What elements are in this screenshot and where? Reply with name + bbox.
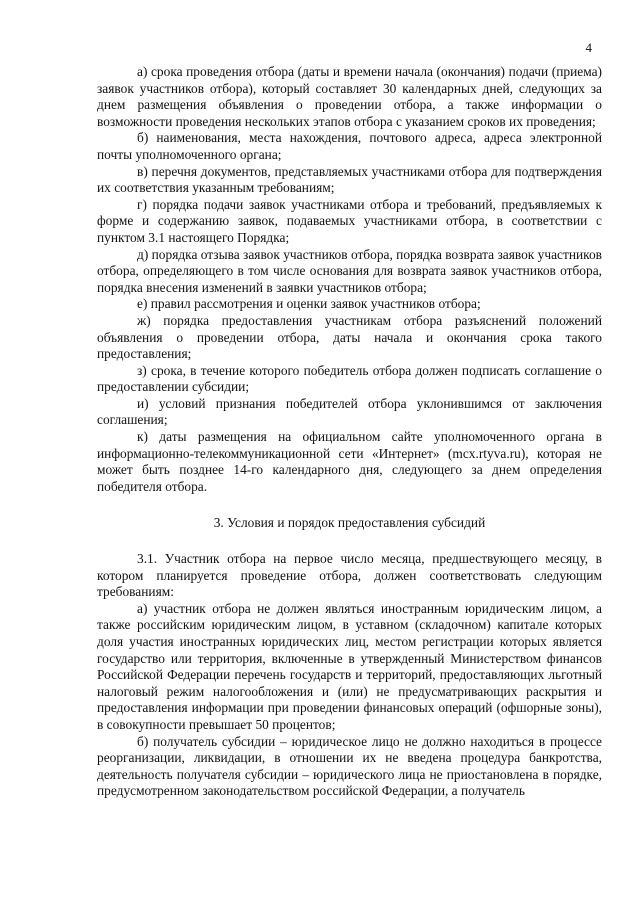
section-heading: 3. Условия и порядок предоставления субсидий: [213, 515, 486, 531]
paragraph-item-d: д) порядка отзыва заявок участников отбора, порядка возврата заявок участников отбора, определяющего в том числе основания для возврата заявок участников отбора, порядка внесения изменений в заявки участников отбора;: [97, 246, 602, 295]
paragraph-3-1-b: б) получатель субсидии – юридическое лицо не должно находиться в процессе реорганизации, ликвидации, в отношении их не введена процедура банкротства, деятельность получателя субсидии – юридического лица не приостановлена в порядке, предусмотренном законодательством российской Федерации, а получатель: [97, 733, 602, 799]
paragraph-item-i: и) условий признания победителей отбора уклонившимся от заключения соглашения;: [97, 395, 602, 428]
paragraph-3-1: 3.1. Участник отбора на первое число месяца, предшествующего месяцу, в котором планируется проведение отбора, должен соответствовать следующим требованиям:: [97, 551, 602, 600]
paragraph-item-a: а) срока проведения отбора (даты и времени начала (окончания) подачи (приема) заявок участников отбора), который составляет 30 календарных дней, следующих за днем размещения объявления о проведении отбора, а также информации о возможности проведения нескольких этапов отбора с указанием сроков их проведения;: [97, 64, 602, 129]
paragraph-item-e: е) правил рассмотрения и оценки заявок участников отбора;: [137, 296, 481, 312]
document-body: [97, 64, 602, 800]
paragraph-item-b: б) наименования, места нахождения, почтового адреса, адреса электронной почты уполномоченного органа;: [97, 130, 602, 162]
paragraph-item-zh: ж) порядка предоставления участникам отбора разъяснений положений объявления о проведении отбора, даты начала и окончания срока такого предоставления;: [97, 312, 602, 362]
paragraph-item-g: г) порядка подачи заявок участниками отбора и требований, предъявляемых к форме и содержанию заявок, подаваемых участниками отбора, в соответствии с пунктом 3.1 настоящего Порядка;: [97, 196, 602, 245]
paragraph-item-k: к) даты размещения на официальном сайте уполномоченного органа в информационно-телекоммуникационной сети «Интернет» (mcx.rtyva.ru), которая не может быть позднее 14-го календарного дня, следующего за днем определения победителя отбора.: [97, 429, 602, 494]
paragraph-item-v: в) перечня документов, представляемых участниками отбора для подтверждения их соответствия указанным требованиям;: [97, 163, 602, 196]
paragraph-3-1-a: а) участник отбора не должен являться иностранным юридическим лицом, а также российским юридическим лицом, в уставном (складочном) капитале которых доля участия иностранных юридических лиц, местом регистрации которых является государство или территория, включенные в утвержденный Министерством финансов Российской Федерации перечень государств и территорий, предоставляющих льготный налоговый режим налогообложения и (или) не предусматривающих раскрытия и предоставления информации при проведении финансовых операций (офшорные зоны), в совокупности превышает 50 процентов;: [97, 600, 602, 732]
page-number: 4: [585, 40, 592, 55]
paragraph-item-z: з) срока, в течение которого победитель отбора должен подписать соглашение о предоставлении субсидии;: [97, 362, 602, 395]
